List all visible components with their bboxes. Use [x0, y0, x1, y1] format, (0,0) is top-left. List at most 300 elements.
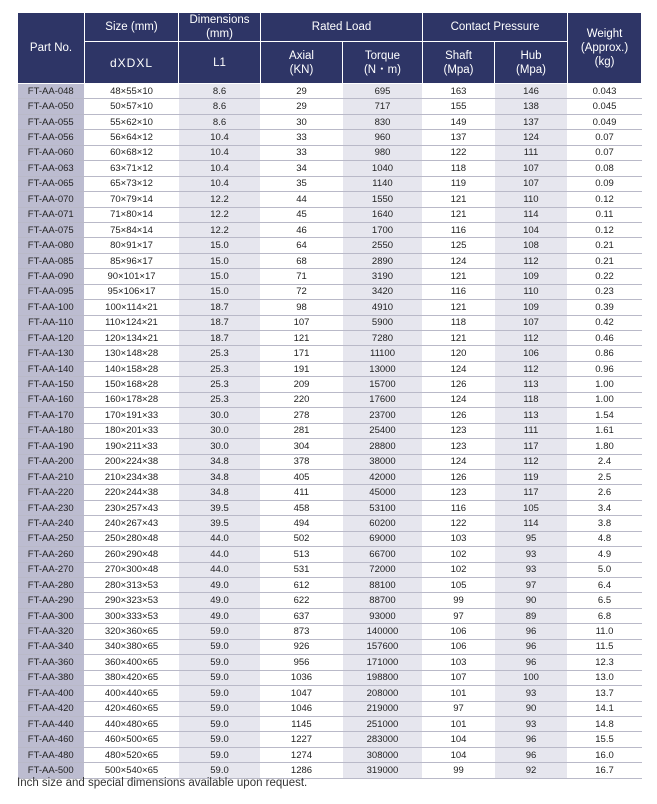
size-cell: 71×80×14 — [85, 207, 179, 222]
part-no-cell: FT-AA-480 — [18, 747, 85, 762]
axial-cell: 1274 — [261, 747, 343, 762]
part-no-cell: FT-AA-260 — [18, 547, 85, 562]
torque-cell: 157600 — [343, 639, 423, 654]
weight-cell: 1.00 — [568, 377, 642, 392]
size-cell: 150×168×28 — [85, 377, 179, 392]
torque-cell: 17600 — [343, 392, 423, 407]
l1-cell: 30.0 — [179, 423, 261, 438]
size-cell: 65×73×12 — [85, 176, 179, 191]
part-no-cell: FT-AA-048 — [18, 84, 85, 99]
table-row — [18, 732, 642, 747]
shaft-cell: 123 — [423, 439, 495, 454]
shaft-cell: 121 — [423, 300, 495, 315]
part-no-cell: FT-AA-420 — [18, 701, 85, 716]
hub-cell: 112 — [495, 331, 568, 346]
torque-cell: 208000 — [343, 686, 423, 701]
l1-cell: 25.3 — [179, 377, 261, 392]
l1-cell: 18.7 — [179, 331, 261, 346]
weight-cell: 0.049 — [568, 114, 642, 129]
size-cell: 70×79×14 — [85, 192, 179, 207]
hub-cell: 90 — [495, 593, 568, 608]
hub-cell: 96 — [495, 732, 568, 747]
l1-cell: 10.4 — [179, 145, 261, 160]
torque-cell: 830 — [343, 114, 423, 129]
part-no-cell: FT-AA-320 — [18, 624, 85, 639]
size-cell: 260×290×48 — [85, 547, 179, 562]
shaft-cell: 122 — [423, 516, 495, 531]
table-row — [18, 222, 642, 237]
shaft-cell: 121 — [423, 269, 495, 284]
size-cell: 130×148×28 — [85, 346, 179, 361]
l1-cell: 15.0 — [179, 269, 261, 284]
shaft-cell: 103 — [423, 531, 495, 546]
table-row — [18, 747, 642, 762]
hub-cell: 117 — [495, 439, 568, 454]
weight-cell: 1.80 — [568, 439, 642, 454]
table-row — [18, 253, 642, 268]
size-cell: 160×178×28 — [85, 392, 179, 407]
axial-cell: 956 — [261, 655, 343, 670]
axial-cell: 405 — [261, 469, 343, 484]
axial-cell: 35 — [261, 176, 343, 191]
table-row — [18, 485, 642, 500]
part-no-cell: FT-AA-140 — [18, 361, 85, 376]
l1-cell: 59.0 — [179, 747, 261, 762]
hub-cell: 105 — [495, 500, 568, 515]
spec-table-container — [17, 12, 641, 779]
hub-cell: 114 — [495, 516, 568, 531]
size-cell: 190×211×33 — [85, 439, 179, 454]
weight-cell: 0.21 — [568, 253, 642, 268]
axial-cell: 378 — [261, 454, 343, 469]
weight-cell: 2.6 — [568, 485, 642, 500]
axial-cell: 1145 — [261, 716, 343, 731]
size-cell: 55×62×10 — [85, 114, 179, 129]
l1-cell: 12.2 — [179, 207, 261, 222]
shaft-cell: 119 — [423, 176, 495, 191]
weight-cell: 0.42 — [568, 315, 642, 330]
size-cell: 85×96×17 — [85, 253, 179, 268]
weight-cell: 14.8 — [568, 716, 642, 731]
hub-cell: 111 — [495, 423, 568, 438]
l1-cell: 59.0 — [179, 624, 261, 639]
table-row — [18, 114, 642, 129]
part-no-cell: FT-AA-170 — [18, 408, 85, 423]
axial-label: Axial — [289, 49, 314, 62]
shaft-cell: 126 — [423, 377, 495, 392]
axial-cell: 209 — [261, 377, 343, 392]
table-row — [18, 624, 642, 639]
axial-cell: 98 — [261, 300, 343, 315]
hub-cell: 119 — [495, 469, 568, 484]
torque-cell: 15700 — [343, 377, 423, 392]
part-no-cell: FT-AA-110 — [18, 315, 85, 330]
axial-cell: 29 — [261, 84, 343, 99]
table-row — [18, 469, 642, 484]
size-cell: 440×480×65 — [85, 716, 179, 731]
l1-cell: 44.0 — [179, 547, 261, 562]
table-row — [18, 238, 642, 253]
part-no-cell: FT-AA-071 — [18, 207, 85, 222]
l1-cell: 44.0 — [179, 531, 261, 546]
axial-cell: 637 — [261, 608, 343, 623]
l1-cell: 30.0 — [179, 439, 261, 454]
table-row — [18, 701, 642, 716]
axial-cell: 502 — [261, 531, 343, 546]
dimensions-subheader: L1 — [179, 42, 261, 84]
axial-header — [261, 42, 343, 84]
l1-cell: 12.2 — [179, 222, 261, 237]
weight-cell: 0.08 — [568, 161, 642, 176]
shaft-cell: 124 — [423, 361, 495, 376]
hub-cell: 114 — [495, 207, 568, 222]
part-no-cell: FT-AA-120 — [18, 331, 85, 346]
table-row — [18, 454, 642, 469]
torque-cell: 283000 — [343, 732, 423, 747]
l1-cell: 49.0 — [179, 578, 261, 593]
l1-cell: 15.0 — [179, 284, 261, 299]
shaft-cell: 124 — [423, 253, 495, 268]
l1-cell: 59.0 — [179, 686, 261, 701]
size-cell: 320×360×65 — [85, 624, 179, 639]
axial-cell: 68 — [261, 253, 343, 268]
axial-cell: 30 — [261, 114, 343, 129]
weight-cell: 0.045 — [568, 99, 642, 114]
axial-cell: 278 — [261, 408, 343, 423]
part-no-cell: FT-AA-210 — [18, 469, 85, 484]
contact-pressure-header: Contact Pressure — [423, 13, 568, 42]
weight-cell: 13.0 — [568, 670, 642, 685]
part-no-cell: FT-AA-240 — [18, 516, 85, 531]
shaft-cell: 97 — [423, 608, 495, 623]
axial-cell: 121 — [261, 331, 343, 346]
dimensions-header: Dimensions (mm) — [179, 13, 261, 42]
l1-cell: 49.0 — [179, 593, 261, 608]
shaft-cell: 99 — [423, 763, 495, 778]
part-no-cell: FT-AA-460 — [18, 732, 85, 747]
weight-cell: 0.39 — [568, 300, 642, 315]
hub-cell: 97 — [495, 578, 568, 593]
torque-cell: 308000 — [343, 747, 423, 762]
torque-cell: 1550 — [343, 192, 423, 207]
size-cell: 90×101×17 — [85, 269, 179, 284]
shaft-cell: 106 — [423, 639, 495, 654]
part-no-cell: FT-AA-220 — [18, 485, 85, 500]
part-no-cell: FT-AA-270 — [18, 562, 85, 577]
shaft-cell: 103 — [423, 655, 495, 670]
size-cell: 95×106×17 — [85, 284, 179, 299]
shaft-cell: 124 — [423, 392, 495, 407]
weight-cell: 5.0 — [568, 562, 642, 577]
shaft-cell: 102 — [423, 547, 495, 562]
specifications-table — [17, 12, 642, 779]
axial-cell: 64 — [261, 238, 343, 253]
l1-cell: 34.8 — [179, 485, 261, 500]
size-cell: 420×460×65 — [85, 701, 179, 716]
table-row — [18, 161, 642, 176]
weight-cell: 16.7 — [568, 763, 642, 778]
part-no-cell: FT-AA-180 — [18, 423, 85, 438]
axial-cell: 72 — [261, 284, 343, 299]
axial-cell: 513 — [261, 547, 343, 562]
shaft-cell: 123 — [423, 485, 495, 500]
shaft-cell: 124 — [423, 454, 495, 469]
torque-cell: 140000 — [343, 624, 423, 639]
table-row — [18, 207, 642, 222]
l1-cell: 10.4 — [179, 130, 261, 145]
l1-cell: 15.0 — [179, 253, 261, 268]
weight-cell: 6.5 — [568, 593, 642, 608]
torque-cell: 1700 — [343, 222, 423, 237]
part-no-cell: FT-AA-290 — [18, 593, 85, 608]
axial-cell: 45 — [261, 207, 343, 222]
l1-cell: 39.5 — [179, 500, 261, 515]
part-no-cell: FT-AA-150 — [18, 377, 85, 392]
axial-cell: 622 — [261, 593, 343, 608]
l1-cell: 15.0 — [179, 238, 261, 253]
weight-cell: 14.1 — [568, 701, 642, 716]
l1-cell: 8.6 — [179, 114, 261, 129]
axial-cell: 612 — [261, 578, 343, 593]
hub-cell: 96 — [495, 624, 568, 639]
hub-cell: 93 — [495, 562, 568, 577]
hub-cell: 110 — [495, 284, 568, 299]
hub-cell: 113 — [495, 408, 568, 423]
axial-cell: 34 — [261, 161, 343, 176]
l1-cell: 18.7 — [179, 315, 261, 330]
table-row — [18, 346, 642, 361]
torque-cell: 1140 — [343, 176, 423, 191]
table-row — [18, 670, 642, 685]
torque-cell: 1640 — [343, 207, 423, 222]
hub-cell: 107 — [495, 315, 568, 330]
torque-cell: 42000 — [343, 469, 423, 484]
hub-cell: 92 — [495, 763, 568, 778]
weight-cell: 6.8 — [568, 608, 642, 623]
size-header: Size (mm) — [85, 13, 179, 42]
part-no-cell: FT-AA-100 — [18, 300, 85, 315]
shaft-cell: 101 — [423, 716, 495, 731]
weight-cell: 15.5 — [568, 732, 642, 747]
torque-cell: 66700 — [343, 547, 423, 562]
hub-label: Hub — [520, 49, 542, 62]
part-no-cell: FT-AA-050 — [18, 99, 85, 114]
table-row — [18, 578, 642, 593]
size-subheader: dXDXL — [85, 42, 179, 84]
size-cell: 60×68×12 — [85, 145, 179, 160]
torque-cell: 23700 — [343, 408, 423, 423]
l1-cell: 12.2 — [179, 192, 261, 207]
axial-cell: 494 — [261, 516, 343, 531]
hub-cell: 124 — [495, 130, 568, 145]
size-cell: 460×500×65 — [85, 732, 179, 747]
hub-cell: 117 — [495, 485, 568, 500]
weight-cell: 4.9 — [568, 547, 642, 562]
part-no-cell: FT-AA-340 — [18, 639, 85, 654]
torque-header — [343, 42, 423, 84]
hub-header — [495, 42, 568, 84]
hub-cell: 107 — [495, 176, 568, 191]
torque-cell: 53100 — [343, 500, 423, 515]
weight-cell: 1.00 — [568, 392, 642, 407]
axial-cell: 107 — [261, 315, 343, 330]
part-no-cell: FT-AA-190 — [18, 439, 85, 454]
hub-cell: 104 — [495, 222, 568, 237]
axial-cell: 531 — [261, 562, 343, 577]
hub-cell: 138 — [495, 99, 568, 114]
hub-cell: 137 — [495, 114, 568, 129]
table-row — [18, 608, 642, 623]
hub-cell: 96 — [495, 639, 568, 654]
l1-cell: 10.4 — [179, 176, 261, 191]
axial-cell: 33 — [261, 130, 343, 145]
weight-unit-label: (kg) — [594, 56, 615, 68]
table-row — [18, 269, 642, 284]
size-cell: 380×420×65 — [85, 670, 179, 685]
shaft-cell: 106 — [423, 624, 495, 639]
hub-cell: 93 — [495, 716, 568, 731]
size-cell: 140×158×28 — [85, 361, 179, 376]
shaft-header — [423, 42, 495, 84]
table-row — [18, 639, 642, 654]
weight-cell: 11.5 — [568, 639, 642, 654]
torque-cell: 251000 — [343, 716, 423, 731]
torque-cell: 960 — [343, 130, 423, 145]
table-row — [18, 500, 642, 515]
hub-cell: 95 — [495, 531, 568, 546]
shaft-cell: 116 — [423, 500, 495, 515]
axial-cell: 411 — [261, 485, 343, 500]
size-cell: 300×333×53 — [85, 608, 179, 623]
shaft-cell: 121 — [423, 192, 495, 207]
hub-cell: 108 — [495, 238, 568, 253]
part-no-cell: FT-AA-075 — [18, 222, 85, 237]
weight-cell: 1.54 — [568, 408, 642, 423]
part-no-cell: FT-AA-065 — [18, 176, 85, 191]
axial-cell: 71 — [261, 269, 343, 284]
part-no-cell: FT-AA-055 — [18, 114, 85, 129]
table-row — [18, 686, 642, 701]
torque-cell: 980 — [343, 145, 423, 160]
torque-cell: 319000 — [343, 763, 423, 778]
l1-cell: 34.8 — [179, 454, 261, 469]
weight-cell: 0.07 — [568, 130, 642, 145]
shaft-cell: 107 — [423, 670, 495, 685]
torque-label: Torque — [364, 49, 401, 62]
table-row — [18, 361, 642, 376]
shaft-cell: 102 — [423, 562, 495, 577]
part-no-cell: FT-AA-080 — [18, 238, 85, 253]
weight-cell: 13.7 — [568, 686, 642, 701]
l1-cell: 59.0 — [179, 763, 261, 778]
axial-cell: 1046 — [261, 701, 343, 716]
part-no-cell: FT-AA-070 — [18, 192, 85, 207]
part-no-cell: FT-AA-300 — [18, 608, 85, 623]
table-header — [18, 13, 642, 84]
axial-cell: 458 — [261, 500, 343, 515]
torque-cell: 198800 — [343, 670, 423, 685]
l1-cell: 18.7 — [179, 300, 261, 315]
size-cell: 48×55×10 — [85, 84, 179, 99]
weight-approx-label: (Approx.) — [580, 42, 629, 54]
table-row — [18, 145, 642, 160]
part-no-cell: FT-AA-200 — [18, 454, 85, 469]
part-no-cell: FT-AA-400 — [18, 686, 85, 701]
table-row — [18, 84, 642, 99]
torque-cell: 69000 — [343, 531, 423, 546]
size-cell: 56×64×12 — [85, 130, 179, 145]
torque-cell: 2890 — [343, 253, 423, 268]
torque-cell: 2550 — [343, 238, 423, 253]
weight-cell: 0.07 — [568, 145, 642, 160]
footnote: Inch size and special dimensions available upon request. — [17, 777, 308, 789]
weight-cell: 0.12 — [568, 222, 642, 237]
shaft-cell: 105 — [423, 578, 495, 593]
l1-cell: 59.0 — [179, 639, 261, 654]
weight-cell: 0.46 — [568, 331, 642, 346]
l1-cell: 59.0 — [179, 716, 261, 731]
size-cell: 240×267×43 — [85, 516, 179, 531]
table-row — [18, 593, 642, 608]
hub-cell: 113 — [495, 377, 568, 392]
axial-cell: 1227 — [261, 732, 343, 747]
shaft-cell: 163 — [423, 84, 495, 99]
hub-cell: 100 — [495, 670, 568, 685]
table-row — [18, 130, 642, 145]
size-cell: 340×380×65 — [85, 639, 179, 654]
torque-cell: 25400 — [343, 423, 423, 438]
shaft-cell: 101 — [423, 686, 495, 701]
table-row — [18, 716, 642, 731]
shaft-label: Shaft — [445, 49, 472, 62]
weight-cell: 1.61 — [568, 423, 642, 438]
table-row — [18, 655, 642, 670]
hub-cell: 112 — [495, 253, 568, 268]
hub-cell: 93 — [495, 547, 568, 562]
hub-cell: 111 — [495, 145, 568, 160]
l1-cell: 49.0 — [179, 608, 261, 623]
table-row — [18, 392, 642, 407]
hub-cell: 96 — [495, 655, 568, 670]
torque-cell: 72000 — [343, 562, 423, 577]
part-no-cell: FT-AA-085 — [18, 253, 85, 268]
shaft-cell: 121 — [423, 331, 495, 346]
shaft-cell: 104 — [423, 732, 495, 747]
size-cell: 180×201×33 — [85, 423, 179, 438]
weight-cell: 4.8 — [568, 531, 642, 546]
shaft-cell: 149 — [423, 114, 495, 129]
size-cell: 400×440×65 — [85, 686, 179, 701]
axial-cell: 873 — [261, 624, 343, 639]
shaft-cell: 126 — [423, 408, 495, 423]
table-row — [18, 562, 642, 577]
size-cell: 80×91×17 — [85, 238, 179, 253]
table-row — [18, 315, 642, 330]
weight-cell: 3.4 — [568, 500, 642, 515]
torque-cell: 88700 — [343, 593, 423, 608]
torque-cell: 1040 — [343, 161, 423, 176]
hub-cell: 146 — [495, 84, 568, 99]
l1-cell: 59.0 — [179, 732, 261, 747]
size-cell: 220×244×38 — [85, 485, 179, 500]
size-cell: 110×124×21 — [85, 315, 179, 330]
part-no-cell: FT-AA-056 — [18, 130, 85, 145]
l1-cell: 39.5 — [179, 516, 261, 531]
weight-header — [568, 13, 642, 84]
hub-cell: 89 — [495, 608, 568, 623]
l1-cell: 25.3 — [179, 392, 261, 407]
torque-cell: 219000 — [343, 701, 423, 716]
